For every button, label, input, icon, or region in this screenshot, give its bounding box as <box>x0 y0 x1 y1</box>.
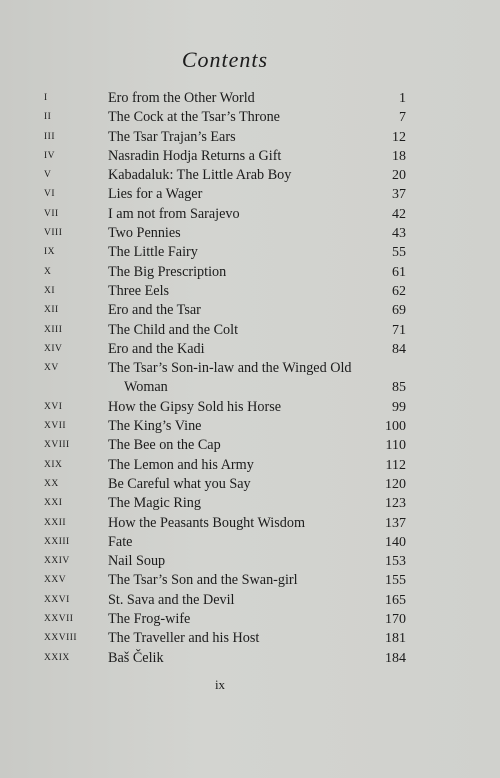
page-number: 7 <box>399 110 406 126</box>
page-number: 84 <box>392 341 406 357</box>
toc-entry <box>44 533 406 552</box>
chapter-title: The Big Prescription <box>108 263 227 280</box>
chapter-number: XIV <box>44 343 63 354</box>
toc-entry <box>44 591 406 610</box>
page-number: 99 <box>392 399 406 415</box>
toc-entry <box>44 571 406 590</box>
page-number: 120 <box>385 476 406 492</box>
chapter-number: X <box>44 266 52 277</box>
chapter-title: Fate <box>108 533 133 550</box>
chapter-number: IV <box>44 150 56 161</box>
chapter-title: The Tsar Trajan’s Ears <box>108 128 236 145</box>
chapter-number: V <box>44 170 52 181</box>
chapter-title: I am not from Sarajevo <box>108 205 240 222</box>
toc-entry <box>44 89 406 108</box>
toc-entry <box>44 166 406 185</box>
page-number: 100 <box>385 419 406 435</box>
toc-entry <box>44 147 406 166</box>
chapter-number: XIII <box>44 324 63 335</box>
chapter-title: Lies for a Wager <box>108 186 203 203</box>
page-number: 12 <box>392 129 406 145</box>
chapter-title: Baš Čelik <box>108 649 164 666</box>
chapter-title-line2: Woman <box>124 379 168 396</box>
toc-entry <box>44 552 406 571</box>
chapter-number: XVIII <box>44 440 70 451</box>
chapter-number: XXVI <box>44 594 70 605</box>
toc-entry <box>44 282 406 301</box>
chapter-title: Be Careful what you Say <box>108 475 251 492</box>
toc-entry <box>44 629 406 648</box>
toc-entry <box>44 475 406 494</box>
page-number: 155 <box>385 573 406 589</box>
chapter-number: XXII <box>44 517 67 528</box>
toc-entry <box>44 243 406 262</box>
page-number: 62 <box>392 283 406 299</box>
toc-entry <box>44 456 406 475</box>
chapter-number: XXIV <box>44 556 70 567</box>
chapter-number: XXVIII <box>44 633 78 644</box>
chapter-number: XV <box>44 363 59 374</box>
toc-entry <box>44 494 406 513</box>
chapter-title: Ero and the Tsar <box>108 302 201 319</box>
chapter-number: XIX <box>44 459 63 470</box>
chapter-title: Ero from the Other World <box>108 90 255 106</box>
chapter-title: The Cock at the Tsar’s Throne <box>108 109 280 126</box>
chapter-number: XXIII <box>44 536 70 547</box>
page-number: 181 <box>385 631 406 647</box>
chapter-number: XVI <box>44 401 63 412</box>
chapter-title: The King’s Vine <box>108 418 202 435</box>
chapter-title <box>108 359 373 398</box>
folio-page-number: ix <box>214 677 226 692</box>
chapter-title: How the Gipsy Sold his Horse <box>108 398 282 415</box>
page-number: 42 <box>392 206 406 222</box>
toc-entry <box>44 359 406 398</box>
chapter-number: XXV <box>44 575 67 586</box>
chapter-title: Nail Soup <box>108 553 166 570</box>
page-number: 55 <box>392 245 406 261</box>
page-number: 1 <box>399 91 406 106</box>
page-number: 61 <box>392 264 406 280</box>
chapter-title: The Child and the Colt <box>108 321 239 338</box>
toc-entry <box>44 610 406 629</box>
page-number: 153 <box>385 554 406 570</box>
toc-entry <box>44 224 406 243</box>
chapter-number: XXI <box>44 498 63 509</box>
chapter-number: XX <box>44 478 59 489</box>
chapter-number: XXVII <box>44 614 74 625</box>
chapter-title: How the Peasants Bought Wisdom <box>108 514 305 531</box>
chapter-title: The Tsar’s Son and the Swan-girl <box>108 572 298 589</box>
chapter-number: XVII <box>44 421 67 432</box>
toc-entry <box>44 128 406 147</box>
toc-entry <box>44 185 406 204</box>
toc-entry <box>44 436 406 455</box>
toc-entry <box>44 340 406 359</box>
chapter-title: St. Sava and the Devil <box>108 591 235 608</box>
page-number: 18 <box>392 148 406 164</box>
page-number: 165 <box>385 592 406 608</box>
chapter-title: The Magic Ring <box>108 495 201 512</box>
chapter-title: The Lemon and his Army <box>108 456 254 473</box>
table-of-contents <box>44 89 406 668</box>
page-number: 69 <box>392 303 406 319</box>
chapter-number: VI <box>44 189 56 200</box>
page-number: 112 <box>385 457 406 473</box>
chapter-number: VII <box>44 208 59 219</box>
chapter-number: II <box>44 112 52 123</box>
page-number: 170 <box>385 612 406 628</box>
chapter-title: The Traveller and his Host <box>108 630 260 647</box>
toc-entry <box>44 205 406 224</box>
chapter-number: XXIX <box>44 652 70 663</box>
chapter-title: Ero and the Kadi <box>108 340 205 357</box>
chapter-title-line1: The Tsar’s Son-in-law and the Winged Old <box>108 360 352 377</box>
chapter-title: The Frog-wife <box>108 611 191 628</box>
page-number: 110 <box>385 438 406 454</box>
chapter-title: The Little Fairy <box>108 244 198 261</box>
chapter-title: Nasradin Hodja Returns a Gift <box>108 147 282 164</box>
page-number: 123 <box>385 496 406 512</box>
chapter-title: Two Pennies <box>108 225 181 242</box>
toc-entry <box>44 649 406 668</box>
toc-entry <box>44 398 406 417</box>
page-number: 43 <box>392 226 406 242</box>
toc-entry <box>44 108 406 127</box>
page-number: 85 <box>392 380 406 396</box>
page-number: 140 <box>385 534 406 550</box>
chapter-title: Kabadaluk: The Little Arab Boy <box>108 167 292 184</box>
page-number: 71 <box>392 322 406 338</box>
chapter-number: IX <box>44 247 56 258</box>
page-number: 20 <box>392 168 406 184</box>
toc-entry <box>44 514 406 533</box>
chapter-number: I <box>44 93 48 103</box>
chapter-number: XII <box>44 305 59 316</box>
page-number: 184 <box>385 650 406 666</box>
toc-entry <box>44 301 406 320</box>
chapter-number: VIII <box>44 228 63 239</box>
page-title: Contents <box>181 47 269 72</box>
toc-entry <box>44 417 406 436</box>
page-number: 137 <box>385 515 406 531</box>
chapter-title: The Bee on the Cap <box>108 437 221 454</box>
chapter-title: Three Eels <box>108 282 170 299</box>
toc-entry <box>44 321 406 340</box>
chapter-number: XI <box>44 285 56 296</box>
page-number: 37 <box>392 187 406 203</box>
toc-entry <box>44 263 406 282</box>
chapter-number: III <box>44 131 55 142</box>
